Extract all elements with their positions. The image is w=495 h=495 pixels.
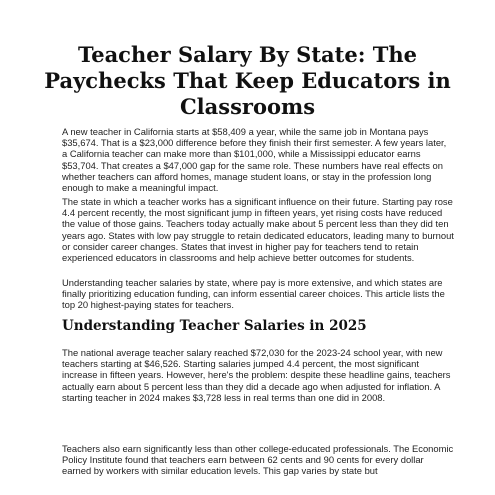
section-heading: Understanding Teacher Salaries in 2025 — [62, 318, 367, 334]
section-paragraph-1: The national average teacher salary reached $72,030 for the 2023-24 school year, with new teachers starting at $46,526. Starting salaries jumped 4.4 percent, the most significant increase in fifteen years. However, here's the problem: despite these headline gains, teachers actually earn about 5 percent less than they did a decade ago when adjusted for inflation. A starting teacher in 2024 makes $3,728 less in real terms than one did in 2008. — [62, 347, 451, 403]
intro-paragraph-1: A new teacher in California starts at $58,409 a year, while the same job in Montana pays $35,674. That is a $23,000 difference before they finish their first semester. A few years later, a California teacher can make more than $101,000, while a Mississippi educator earns $53,704. That creates a $47,000 gap for the same role. These numbers have real effects on whether teachers can afford homes, manage student loans, or stay in the profession long enough to make a meaningful impact. — [62, 126, 447, 194]
section-paragraph-2: Teachers also earn significantly less than other college-educated professionals. The Economic Policy Institute found that teachers earn between 62 cents and 90 cents for every dollar earned by workers with similar education levels. This gap varies by state but — [62, 443, 454, 477]
article-title: Teacher Salary By State: The Paychecks That Keep Educators in Classrooms — [44, 42, 451, 119]
intro-paragraph-3: Understanding teacher salaries by state, where pay is more extensive, and which states are finally prioritizing education funding, can inform essential career choices. This article lists the top 20 highest-paying states for teachers. — [62, 277, 445, 311]
intro-paragraph-2: The state in which a teacher works has a significant influence on their future. Starting pay rose 4.4 percent recently, the most significant jump in fifteen years, yet rising costs have reduced the value of those gains. Teachers today actually make about 5 percent less than they did ten years ago. States with low pay struggle to retain dedicated educators, leading many to burnout or consider career changes. States that invest in higher pay for teachers tend to retain experienced educators in classrooms and help achieve better outcomes for students. — [62, 196, 454, 264]
